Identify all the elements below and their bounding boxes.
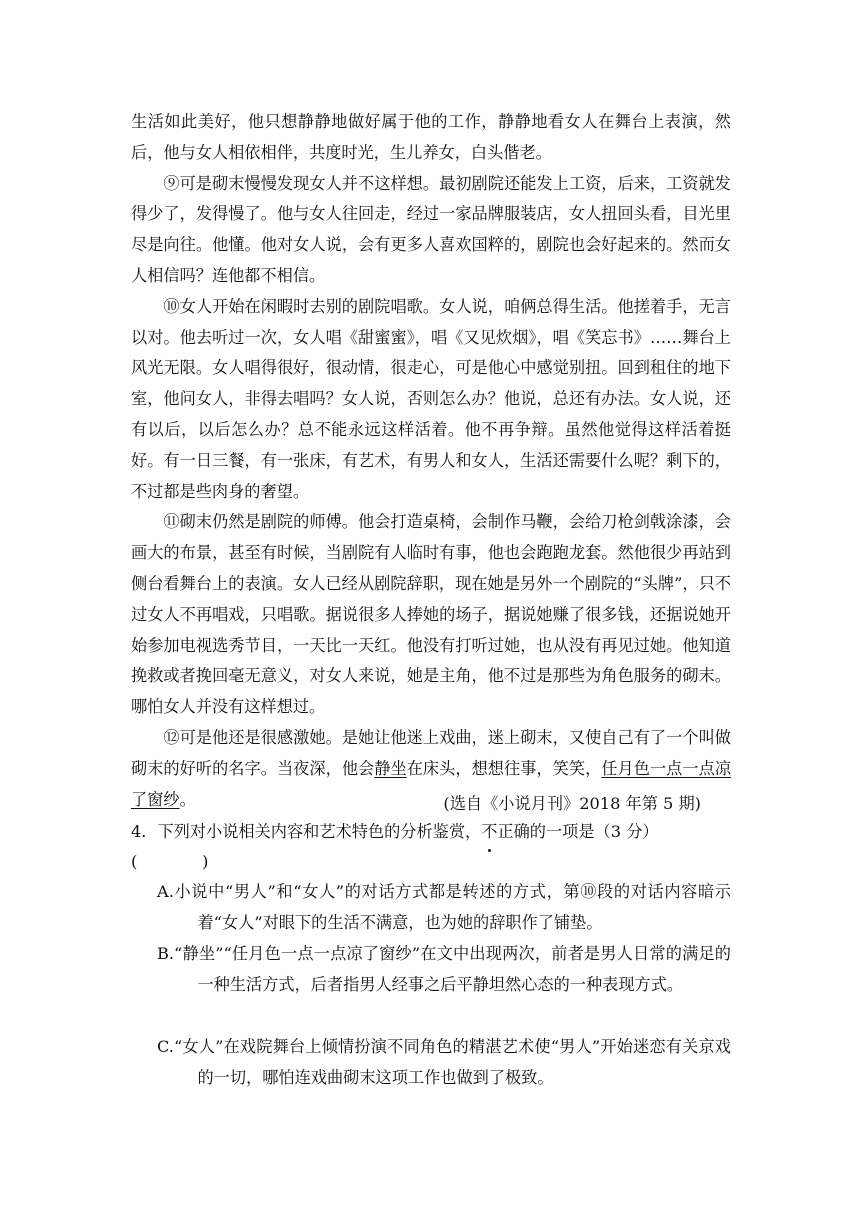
question-stem [131, 817, 731, 847]
question-stem-a: 4．下列对小说相关内容和艺术特色的分析鉴赏， [131, 822, 482, 841]
paragraph-12-text-b: 在床头，想想往事，笑笑， [406, 758, 602, 778]
option-c-text: C.“女人”在戏院舞台上倾情扮演不同角色的精湛艺术使“男人”开始迷恋有关京戏的一切，哪怕连戏曲砌末这项工作也做到了极致。 [157, 1037, 731, 1087]
paragraph-12-text-a: ⑫可是他还是很感激她。是她让他迷上戏曲，迷上砌末，又使自己有了一个叫做砌末的好听的名字。当夜深，他会 [131, 727, 731, 778]
option-c [157, 1031, 731, 1093]
paragraph-12-text-c: 。 [179, 789, 196, 809]
option-a-text: A.小说中“男人”和“女人”的对话方式都是转述的方式，第⑩段的对话内容暗示着“女人”对眼下的生活不满意，也为她的辞职作了铺垫。 [157, 882, 731, 932]
emphasis-dot-char: 不 [481, 817, 497, 847]
underlined-phrase-moonlight: 任月色一点一点凉了窗纱 [131, 758, 732, 809]
option-b [157, 938, 731, 1000]
passage [131, 107, 731, 815]
question-stem-b: 正确的一项是（3 分） [497, 822, 659, 841]
source-citation: (选自《小说月刊》2018 年第 5 期) [443, 794, 701, 813]
answer-bracket: ( ) [131, 852, 209, 871]
underlined-phrase-jingzuo: 静坐 [374, 758, 407, 778]
option-b-text: B.“静坐”“任月色一点一点凉了窗纱”在文中出现两次，前者是男人日常的满足的一种生活方式，后者指男人经事之后平静坦然心态的一种表现方式。 [157, 944, 731, 994]
option-a [157, 876, 731, 938]
paragraph-11: ⑪砌末仍然是剧院的师傅。他会打造桌椅，会制作马鞭，会给刀枪剑戟涂漆，会画大的布景，甚至有时候，当剧院有人临时有事，他也会跑跑龙套。然他很少再站到侧台看舞台上的表演。女人已经从剧院辞职，现在她是另外一个剧院的“头牌”，只不过女人不再唱戏，只唱歌。据说很多人捧她的场子，据说她赚了很多钱，还据说她开始参加电视选秀节目，一天比一天红。他没有打听过她，也从没有再见过她。他知道挽救或者挽回毫无意义，对女人来说，她是主角，他不过是那些为角色服务的砌末。哪怕女人并没有这样想过。 [131, 512, 731, 717]
paragraph-10: ⑩女人开始在闲暇时去别的剧院唱歌。女人说，咱俩总得生活。他搓着手，无言以对。他去听过一次，女人唱《甜蜜蜜》，唱《又见炊烟》，唱《笑忘书》……舞台上风光无限。女人唱得很好，很动情，很走心，可是他心中感觉别扭。回到租住的地下室，他问女人，非得去唱吗？女人说，否则怎么办？他说，总还有办法。女人说，还有以后，以后怎么办？总不能永远这样活着。他不再争辩。虽然他觉得这样活着挺好。有一日三餐，有一张床，有艺术，有男人和女人，生活还需要什么呢？剩下的，不过都是些肉身的奢望。 [131, 296, 731, 501]
paragraph-9: ⑨可是砌末慢慢发现女人并不这样想。最初剧院还能发上工资，后来，工资就发得少了，发得慢了。他与女人往回走，经过一家品牌服装店，女人扭回头看，目光里尽是向往。他懂。他对女人说，会有更多人喜欢国粹的，剧院也会好起来的。然而女人相信吗？连他都不相信。 [131, 173, 731, 285]
paragraph-continued: 生活如此美好，他只想静静地做好属于他的工作，静静地看女人在舞台上表演，然后，他与女人相依相伴，共度时光，生儿养女，白头偕老。 [131, 112, 731, 162]
